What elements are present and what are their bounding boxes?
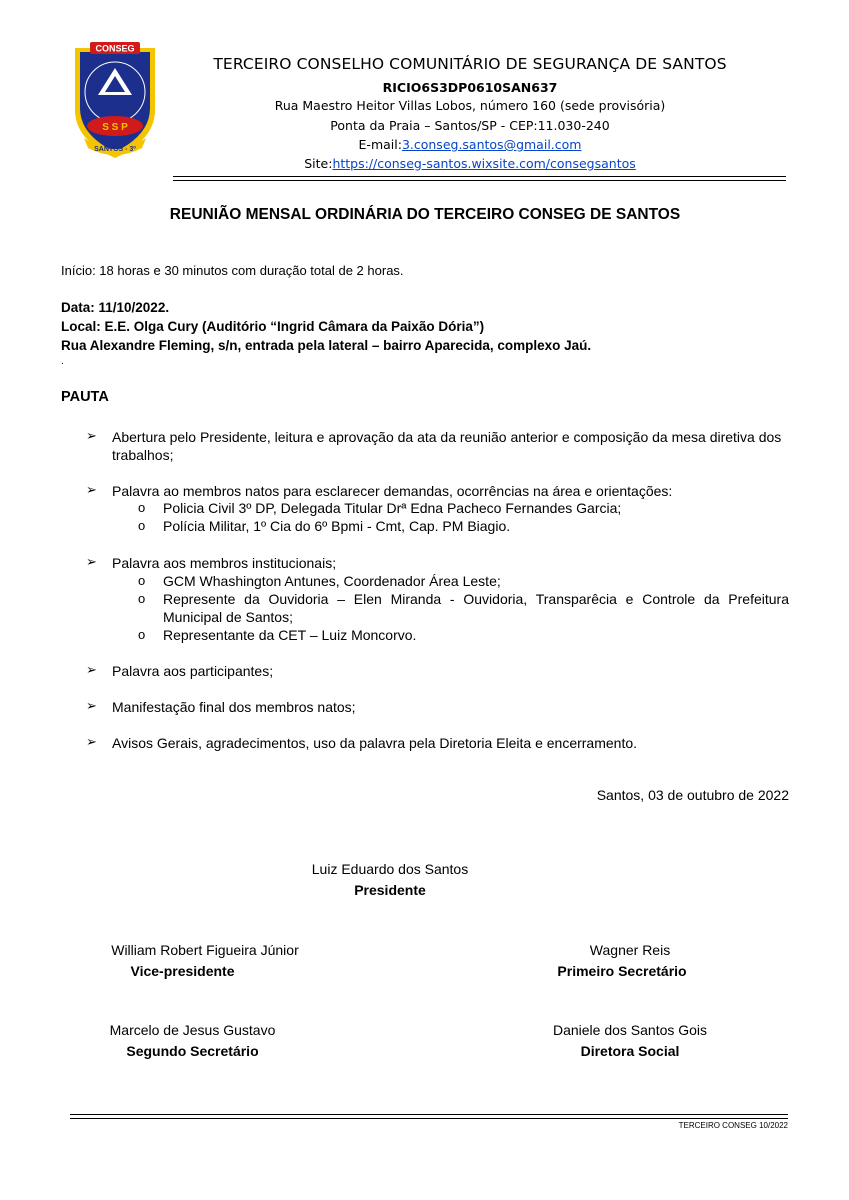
conseg-logo	[70, 40, 160, 160]
organization-code: RICIO6S3DP0610SAN637	[382, 80, 558, 95]
email-label: E-mail:	[358, 137, 402, 152]
meeting-address: Rua Alexandre Fleming, s/n, entrada pela lateral – bairro Aparecida, complexo Jaú.	[61, 338, 592, 353]
meeting-location: Local: E.E. Olga Cury (Auditório “Ingrid Câmara da Paixão Dória”)	[61, 319, 485, 334]
meeting-date: Data: 11/10/2022.	[61, 300, 170, 315]
arrow-bullet-icon: ➢	[86, 482, 97, 497]
vp-name: William Robert Figueira Júnior	[111, 942, 299, 958]
social-director-role: Diretora Social	[580, 1043, 680, 1059]
site-link[interactable]: https://conseg-santos.wixsite.com/consegsantos	[332, 156, 636, 171]
vp-role: Vice-presidente	[130, 963, 235, 979]
organization-title: TERCEIRO CONSELHO COMUNITÁRIO DE SEGURANÇA DE SANTOS	[213, 55, 727, 73]
site-label: Site:	[304, 156, 333, 171]
organization-city: Ponta da Praia – Santos/SP - CEP:11.030-240	[330, 118, 610, 133]
organization-email	[170, 137, 770, 152]
president-name: Luiz Eduardo dos Santos	[311, 861, 469, 877]
organization-site	[170, 156, 770, 171]
svg-text:SANTOS - 3º: SANTOS - 3º	[94, 146, 136, 153]
agenda-item-4: Palavra aos participantes;	[112, 663, 274, 679]
circle-bullet-icon: o	[138, 627, 146, 642]
first-secretary-role: Primeiro Secretário	[557, 963, 687, 979]
circle-bullet-icon: o	[138, 500, 146, 515]
agenda-item-3: Palavra aos membros institucionais;	[112, 555, 337, 571]
social-director-name: Daniele dos Santos Gois	[552, 1022, 708, 1038]
header-divider-thin	[173, 180, 786, 181]
document-title: REUNIÃO MENSAL ORDINÁRIA DO TERCEIRO CONSEG DE SANTOS	[169, 206, 681, 223]
agenda-item-2-sub-2: Polícia Militar, 1º Cia do 6º Bpmi - Cmt, Cap. PM Biagio.	[163, 518, 511, 534]
arrow-bullet-icon: ➢	[86, 734, 97, 749]
agenda-item-5: Manifestação final dos membros natos;	[112, 699, 356, 715]
stray-dot: .	[61, 356, 64, 367]
agenda-item-3-sub-3: Representante da CET – Luiz Moncorvo.	[163, 627, 417, 643]
circle-bullet-icon: o	[138, 518, 146, 533]
president-role: Presidente	[354, 882, 426, 898]
meeting-start: Início: 18 horas e 30 minutos com duração total de 2 horas.	[61, 263, 404, 278]
footer-text: TERCEIRO CONSEG 10/2022	[678, 1121, 788, 1130]
header-divider	[173, 176, 786, 177]
arrow-bullet-icon: ➢	[86, 554, 97, 569]
footer-divider-thin	[70, 1118, 788, 1119]
second-secretary-role: Segundo Secretário	[126, 1043, 259, 1059]
agenda-item-2: Palavra ao membros natos para esclarecer demandas, ocorrências na área e orientações:	[112, 483, 673, 499]
circle-bullet-icon: o	[138, 573, 146, 588]
email-link[interactable]: 3.conseg.santos@gmail.com	[401, 137, 582, 152]
circle-bullet-icon: o	[138, 591, 146, 606]
agenda-item-2-sub-1: Policia Civil 3º DP, Delegada Titular Drª Edna Pacheco Fernandes Garcia;	[163, 500, 622, 516]
svg-text:S S P: S S P	[102, 122, 128, 133]
second-secretary-name: Marcelo de Jesus Gustavo	[109, 1022, 276, 1038]
agenda-item-1: Abertura pelo Presidente, leitura e aprovação da ata da reunião anterior e composição da mesa diretiva dos trabalhos;	[112, 429, 782, 463]
organization-address: Rua Maestro Heitor Villas Lobos, número 160 (sede provisória)	[274, 98, 666, 113]
svg-text:CONSEG: CONSEG	[95, 43, 135, 54]
first-secretary-name: Wagner Reis	[589, 942, 671, 958]
arrow-bullet-icon: ➢	[86, 662, 97, 677]
arrow-bullet-icon: ➢	[86, 698, 97, 713]
agenda-item-3-sub-2: Represente da Ouvidoria – Elen Miranda - Ouvidoria, Transparêcia e Controle da Prefeitura Municipal de Santos;	[163, 591, 789, 625]
agenda-item-6: Avisos Gerais, agradecimentos, uso da palavra pela Diretoria Eleita e encerramento.	[112, 735, 638, 751]
agenda-item-3-sub-1: GCM Whashington Antunes, Coordenador Área Leste;	[163, 573, 501, 589]
arrow-bullet-icon: ➢	[86, 428, 97, 443]
closing-date: Santos, 03 de outubro de 2022	[596, 787, 789, 803]
agenda-heading: PAUTA	[61, 389, 109, 405]
footer-divider	[70, 1114, 788, 1115]
